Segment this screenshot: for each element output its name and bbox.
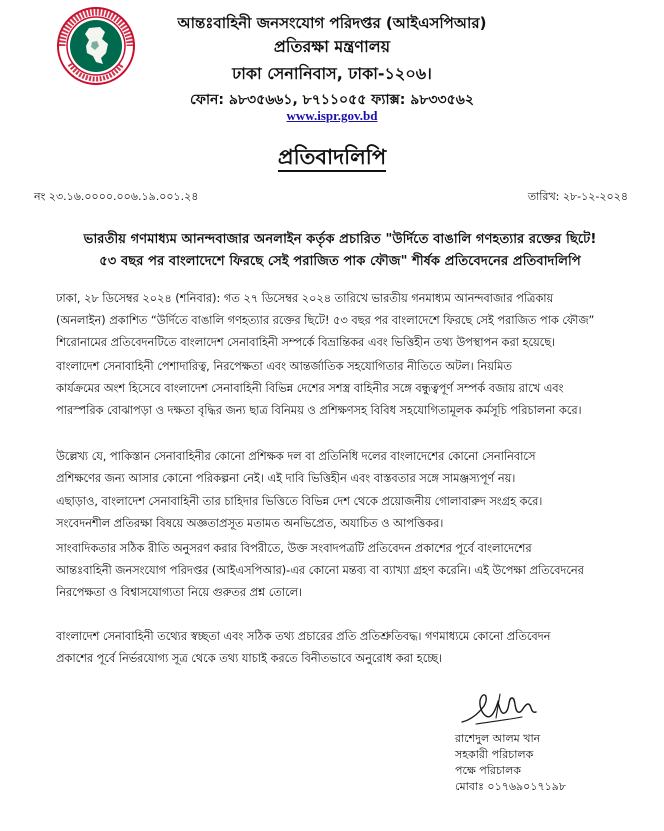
subject-line-2: ৫৩ বছর পর বাংলাদেশে ফিরছে সেই পরাজিত পাক ফৌজ" শীর্ষক প্রতিবেদনের প্রতিবাদলিপি	[99, 254, 581, 269]
paragraph-line: সাংবাদিকতার সঠিক রীতি অনুসরণ করার বিপরীতে, উক্ত সংবাদপত্রটি প্রতিবেদন প্রকাশের পূর্বে বাংলাদেশের	[56, 542, 532, 555]
paragraph-line: উল্লেখ্য যে, পাকিস্তান সেনাবাহিনীর কোনো প্রশিক্ষক দল বা প্রতিনিধি দলের বাংলাদেশের কোনো সেনানিবাসে	[56, 450, 536, 463]
org-address: ঢাকা সেনানিবাস, ঢাকা-১২০৬।	[232, 64, 432, 83]
signatory-on-behalf: পক্ষে পরিচালক	[455, 764, 521, 777]
paragraph-4	[56, 491, 630, 535]
signatory-mobile: মোবাঃ ০১৭৬৯০১৭১৯৮	[455, 780, 567, 793]
signatory-block	[455, 731, 566, 795]
document-title-wrap	[0, 141, 664, 176]
phone-fax: ফোন: ৯৮৩৫৬৬১, ৮৭১১০৫৫ ফ্যাক্স: ৯৮৩৩৫৬২	[190, 92, 474, 108]
paragraph-line: কার্যক্রমের অংশ হিসেবে বাংলাদেশ সেনাবাহিনী বিভিন্ন দেশের সশস্ত্র বাহিনীর সঙ্গে বন্ধুত্বপূর্ণ সম্পর্ক বজায় রাখে এবং	[56, 382, 564, 395]
org-name: আন্তঃবাহিনী জনসংযোগ পরিদপ্তর (আইএসপিআর)	[177, 14, 487, 32]
paragraph-6	[56, 626, 630, 670]
paragraph-line: (অনলাইন) প্রকাশিত “উর্দিতে বাঙালি গণহত্যার রক্তের ছিটে! ৫৩ বছর পর বাংলাদেশে ফিরছে সেই পরাজিত পাক ফৌজ”	[56, 314, 595, 327]
paragraph-line: এছাড়াও, বাংলাদেশ সেনাবাহিনী তার চাহিদার ভিত্তিতে বিভিন্ন দেশ থেকে প্রয়োজনীয় গোলাবারুদ সংগ্রহ করে।	[56, 495, 543, 508]
memo-number: নং ২৩.১৬.০০০০.০০৬.১৯.০০১.২৪	[34, 190, 199, 203]
subject-line-1: ভারতীয় গণমাধ্যম আনন্দবাজার অনলাইন কর্তৃক প্রচারিত "উর্দিতে বাঙালি গণহত্যার রক্তের ছিটে!	[83, 232, 597, 247]
paragraph-line: বাংলাদেশ সেনাবাহিনী পেশাদারিত্ব, নিরপেক্ষতা এবং আন্তর্জাতিক সহযোগিতার নীতিতে অটল। নিয়মিত	[56, 360, 512, 373]
paragraph-2	[56, 356, 630, 422]
signatory-designation: সহকারী পরিচালক	[455, 748, 534, 761]
paragraph-line: প্রকাশের পূর্বে নির্ভরযোগ্য সূত্র থেকে তথ্য যাচাই করতে বিনীতভাবে অনুরোধ করা হচ্ছে।	[56, 652, 442, 665]
signatory-name: রাশেদুল আলম খান	[455, 732, 541, 745]
website-link[interactable]: www.ispr.gov.bd	[286, 108, 378, 123]
ministry-name: প্রতিরক্ষা মন্ত্রণালয়	[273, 37, 391, 56]
paragraph-line: শিরোনামের প্রতিবেদনটিতে বাংলাদেশ সেনাবাহিনী সম্পর্কে বিভ্রান্তিকর এবং ভিত্তিহীন তথ্য উপস্থাপন করা হয়েছে।	[56, 336, 556, 349]
paragraph-line: আন্তঃবাহিনী জনসংযোগ পরিদপ্তর (আইএসপিআর)-এর কোনো মন্তব্য বা ব্যাখ্যা গ্রহণ করেনি। এই উপেক্ষা প্রতিবেদনের	[56, 564, 584, 577]
paragraph-line: নিরপেক্ষতা ও বিশ্বাসযোগ্যতা নিয়ে গুরুতর প্রশ্ন তোলে।	[56, 586, 303, 599]
paragraph-line: প্রশিক্ষণের জন্য আসার কোনো পরিকল্পনা নেই। এই দাবি ভিত্তিহীন এবং বাস্তবতার সঙ্গে সামঞ্জস্যপূর্ণ নয়।	[56, 472, 516, 485]
paragraph-line: ঢাকা, ২৮ ডিসেম্বর ২০২৪ (শনিবার): গত ২৭ ডিসেম্বর ২০২৪ তারিখে ভারতীয় গনমাধ্যম আনন্দবাজার পত্রিকায়	[56, 292, 554, 305]
paragraph-line: সংবেদনশীল প্রতিরক্ষা বিষয়ে অজ্ঞতাপ্রসূত মতামত অনভিপ্রেত, অযাচিত ও আপত্তিকর।	[56, 517, 444, 530]
paragraph-line: বাংলাদেশ সেনাবাহিনী তথ্যের স্বচ্ছতা এবং সঠিক তথ্য প্রচারের প্রতি প্রতিশ্রুতিবদ্ধ। গণমাধ্যমে কোনো প্রতিবেদন	[56, 630, 551, 643]
paragraph-line: পারস্পরিক বোঝাপড়া ও দক্ষতা বৃদ্ধির জন্য ছাত্র বিনিময় ও প্রশিক্ষণসহ বিবিধ সহযোগিতামূলক কর্মসূচি পরিচালনা করে।	[56, 404, 582, 417]
subject-heading	[50, 229, 630, 273]
paragraph-1	[56, 288, 630, 354]
handwritten-signature	[456, 684, 546, 730]
document-title: প্রতিবাদলিপি	[278, 145, 386, 172]
memo-date: তারিখ: ২৮-১২-২০২৪	[527, 190, 628, 203]
paragraph-5	[56, 538, 630, 604]
paragraph-3	[56, 446, 630, 490]
